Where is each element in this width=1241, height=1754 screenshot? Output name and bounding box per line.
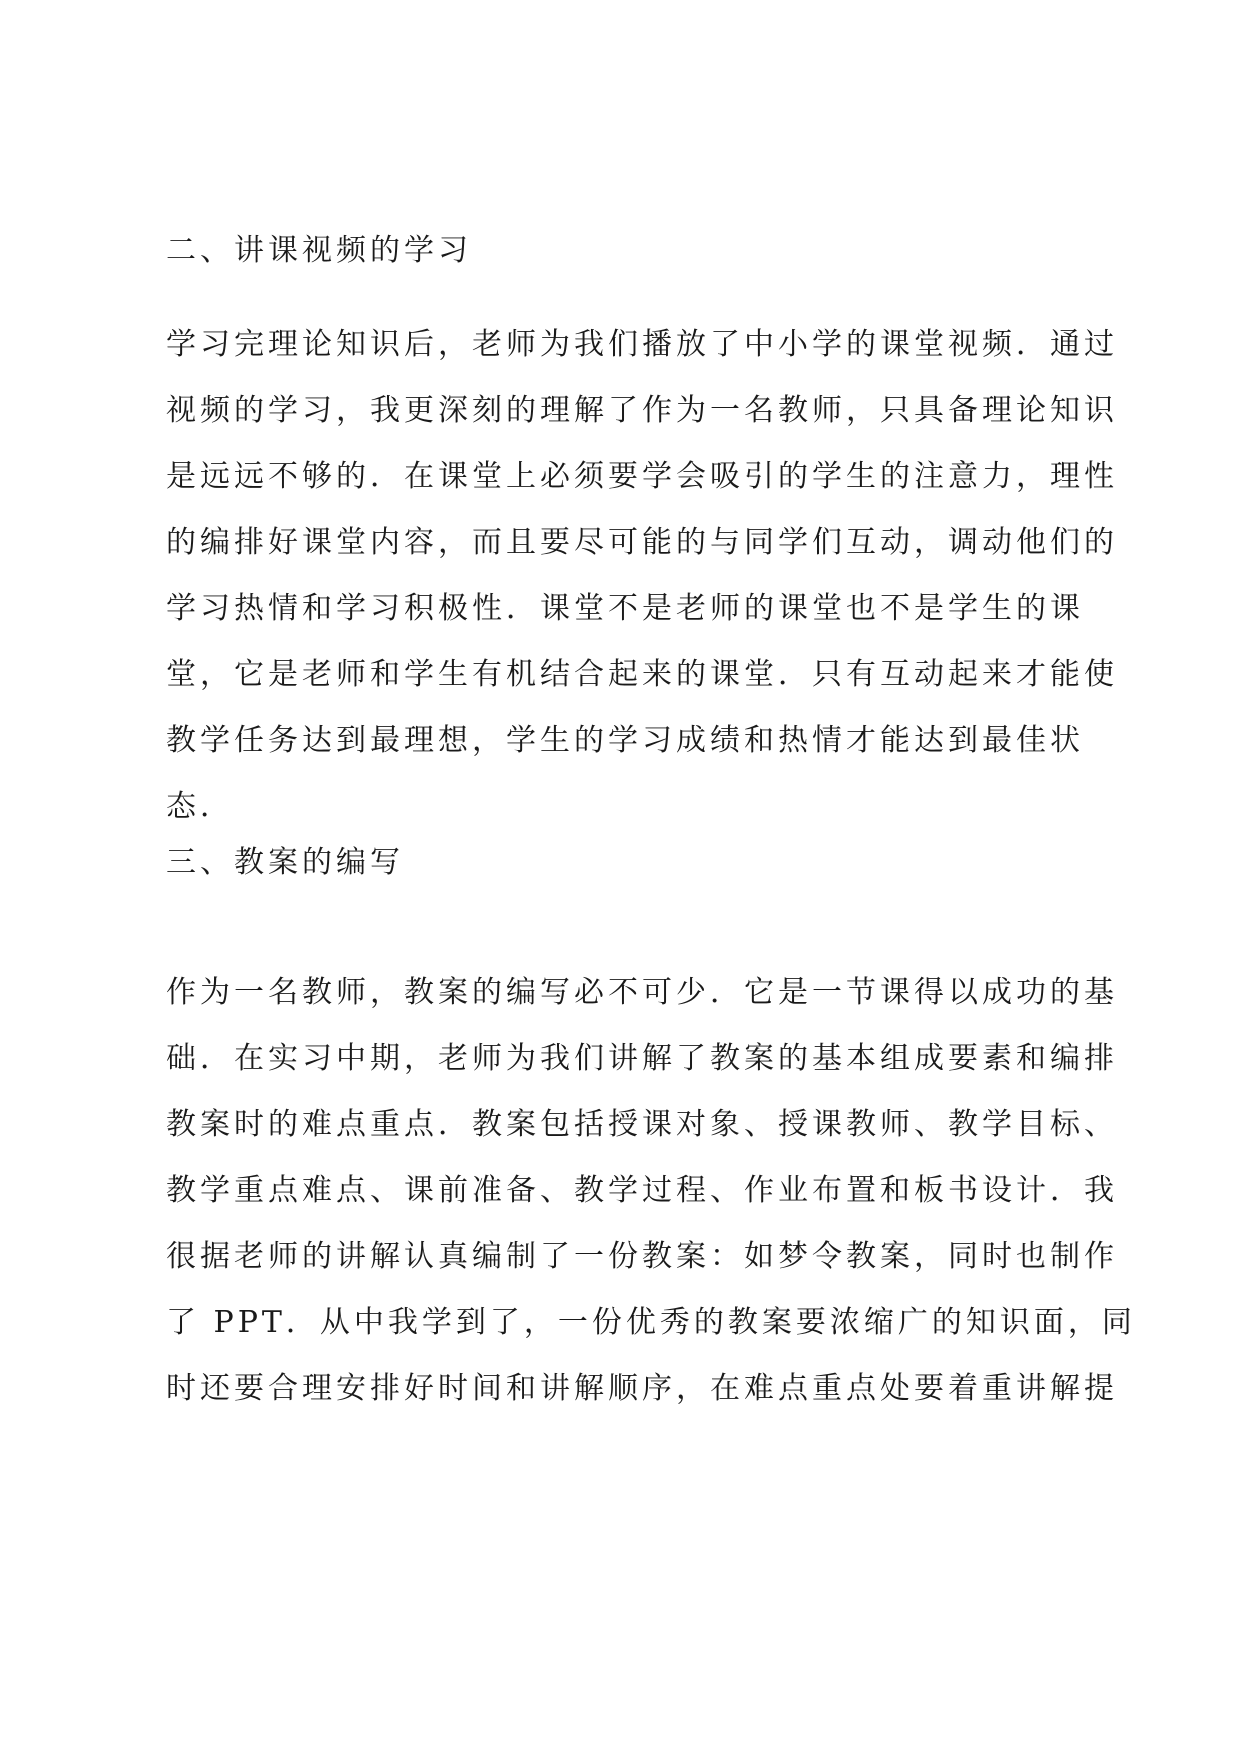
paragraph-line: 教学任务达到最理想，学生的学习成绩和热情才能达到最佳状 [166, 723, 1084, 758]
section-2-paragraph [166, 312, 1118, 840]
paragraph-line: 的编排好课堂内容，而且要尽可能的与同学们互动，调动他们的 [166, 525, 1118, 560]
paragraph-line: 学习热情和学习积极性．课堂不是老师的课堂也不是学生的课 [166, 591, 1084, 626]
paragraph-line: 堂，它是老师和学生有机结合起来的课堂．只有互动起来才能使 [166, 657, 1118, 692]
paragraph-line: 视频的学习，我更深刻的理解了作为一名教师，只具备理论知识 [166, 393, 1118, 428]
paragraph-line: 础．在实习中期，老师为我们讲解了教案的基本组成要素和编排 [166, 1041, 1118, 1076]
paragraph-line: 教学重点难点、课前准备、教学过程、作业布置和板书设计．我 [166, 1173, 1118, 1208]
paragraph-line: 学习完理论知识后，老师为我们播放了中小学的课堂视频．通过 [166, 327, 1118, 362]
heading-text: 三、教案的编写 [166, 845, 404, 880]
paragraph-line: 是远远不够的．在课堂上必须要学会吸引的学生的注意力，理性 [166, 459, 1118, 494]
section-3-paragraph [166, 960, 1136, 1422]
paragraph-line: 作为一名教师，教案的编写必不可少．它是一节课得以成功的基 [166, 975, 1118, 1010]
section-heading-2 [166, 218, 1096, 284]
paragraph-line: 态． [166, 789, 234, 824]
paragraph-line: 时还要合理安排好时间和讲解顺序，在难点重点处要着重讲解提 [166, 1371, 1118, 1406]
paragraph-line: 很据老师的讲解认真编制了一份教案：如梦令教案，同时也制作 [166, 1239, 1118, 1274]
paragraph-line: 了 PPT．从中我学到了，一份优秀的教案要浓缩广的知识面，同 [166, 1305, 1136, 1340]
paragraph-line: 教案时的难点重点．教案包括授课对象、授课教师、教学目标、 [166, 1107, 1118, 1142]
section-heading-3 [166, 830, 1096, 896]
heading-text: 二、讲课视频的学习 [166, 233, 472, 268]
